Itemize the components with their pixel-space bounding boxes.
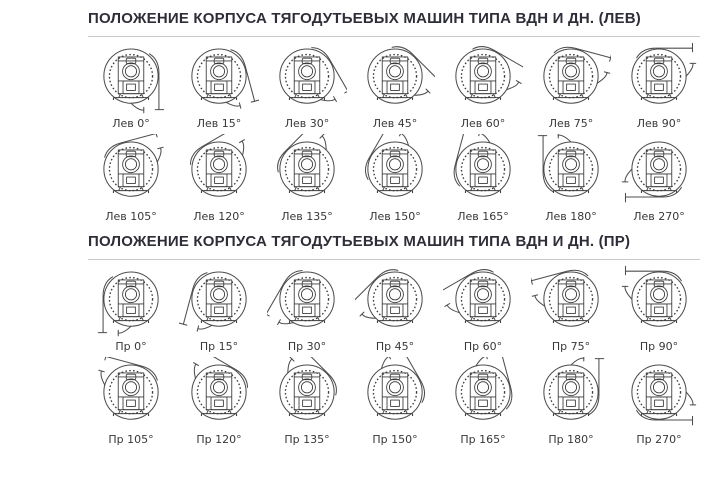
fan-housing-diagram [531, 357, 611, 432]
section-right-rotation [88, 233, 706, 446]
fan-angle-label: Лев 75° [548, 117, 594, 130]
fan-housing-diagram [531, 134, 611, 209]
fan-housing-diagram [619, 134, 699, 209]
fan-cell-pr-90 [616, 264, 702, 353]
fan-housing-diagram [443, 264, 523, 339]
fan-angle-label: Пр 30° [287, 340, 327, 353]
fan-angle-label: Лев 90° [636, 117, 682, 130]
fan-angle-label: Пр 180° [548, 433, 594, 446]
section-divider [88, 36, 700, 37]
fan-angle-label: Пр 15° [199, 340, 239, 353]
fan-angle-label: Лев 0° [112, 117, 150, 130]
fan-housing-diagram [91, 134, 171, 209]
fan-housing-diagram [91, 264, 171, 339]
fan-cell-lev-180 [528, 134, 614, 223]
fan-housing-diagram [91, 357, 171, 432]
section-title-right: ПОЛОЖЕНИЕ КОРПУСА ТЯГОДУТЬЕВЫХ МАШИН ТИПА ВДН И ДН. (ПР) [88, 233, 631, 250]
fan-cell-pr-0 [88, 264, 174, 353]
fan-housing-diagram [531, 41, 611, 116]
fan-cell-lev-60 [440, 41, 526, 130]
fan-cell-pr-120 [176, 357, 262, 446]
fan-angle-label: Пр 135° [284, 433, 330, 446]
fan-housing-diagram [619, 41, 699, 116]
fan-cell-lev-105 [88, 134, 174, 223]
fan-housing-diagram [531, 264, 611, 339]
fan-angle-label: Лев 60° [460, 117, 506, 130]
fan-cell-pr-75 [528, 264, 614, 353]
fan-cell-lev-135 [264, 134, 350, 223]
fan-angle-label: Лев 30° [284, 117, 330, 130]
fan-cell-pr-165 [440, 357, 526, 446]
fan-angle-label: Пр 120° [196, 433, 242, 446]
fan-housing-diagram [179, 134, 259, 209]
fan-cell-lev-30 [264, 41, 350, 130]
fan-housing-diagram [267, 41, 347, 116]
fan-cell-pr-30 [264, 264, 350, 353]
fan-angle-label: Пр 75° [551, 340, 591, 353]
fan-cell-pr-180 [528, 357, 614, 446]
fan-row-lev-1 [88, 41, 702, 130]
fan-cell-lev-75 [528, 41, 614, 130]
fan-angle-label: Лев 150° [369, 210, 421, 223]
fan-housing-diagram [267, 134, 347, 209]
fan-row-lev-2 [88, 134, 702, 223]
fan-cell-pr-270 [616, 357, 702, 446]
fan-angle-label: Пр 270° [636, 433, 682, 446]
fan-housing-diagram [179, 41, 259, 116]
fan-housing-diagram [179, 264, 259, 339]
fan-angle-label: Лев 15° [196, 117, 242, 130]
fan-angle-label: Лев 180° [545, 210, 597, 223]
fan-housing-diagram [619, 264, 699, 339]
fan-housing-diagram [355, 264, 435, 339]
section-title-left: ПОЛОЖЕНИЕ КОРПУСА ТЯГОДУТЬЕВЫХ МАШИН ТИПА ВДН И ДН. (ЛЕВ) [88, 10, 641, 27]
fan-angle-label: Пр 45° [375, 340, 415, 353]
fan-housing-diagram [355, 41, 435, 116]
fan-angle-label: Лев 135° [281, 210, 333, 223]
fan-housing-diagram [355, 357, 435, 432]
fan-housing-diagram [443, 41, 523, 116]
fan-angle-label: Пр 105° [108, 433, 154, 446]
fan-cell-pr-105 [88, 357, 174, 446]
fan-angle-label: Пр 165° [460, 433, 506, 446]
fan-row-pr-1 [88, 264, 702, 353]
fan-cell-pr-60 [440, 264, 526, 353]
fan-housing-diagram [267, 357, 347, 432]
fan-cell-lev-150 [352, 134, 438, 223]
fan-cell-lev-15 [176, 41, 262, 130]
fan-cell-pr-15 [176, 264, 262, 353]
fan-housing-diagram [179, 357, 259, 432]
fan-angle-label: Лев 120° [193, 210, 245, 223]
fan-cell-lev-270 [616, 134, 702, 223]
fan-row-pr-2 [88, 357, 702, 446]
fan-angle-label: Лев 45° [372, 117, 418, 130]
fan-cell-pr-135 [264, 357, 350, 446]
fan-housing-diagram [443, 357, 523, 432]
fan-angle-label: Пр 150° [372, 433, 418, 446]
fan-cell-lev-120 [176, 134, 262, 223]
fan-angle-label: Пр 0° [115, 340, 147, 353]
fan-angle-label: Пр 90° [639, 340, 679, 353]
fan-angle-label: Лев 165° [457, 210, 509, 223]
fan-housing-diagram [443, 134, 523, 209]
fan-cell-lev-45 [352, 41, 438, 130]
fan-cell-lev-0 [88, 41, 174, 130]
fan-cell-pr-150 [352, 357, 438, 446]
fan-angle-label: Пр 60° [463, 340, 503, 353]
fan-angle-label: Лев 270° [633, 210, 685, 223]
section-left-rotation [88, 10, 706, 223]
fan-housing-diagram [267, 264, 347, 339]
section-divider [88, 259, 700, 260]
fan-housing-diagram [355, 134, 435, 209]
fan-housing-diagram [619, 357, 699, 432]
fan-cell-lev-165 [440, 134, 526, 223]
fan-housing-diagram [91, 41, 171, 116]
fan-cell-pr-45 [352, 264, 438, 353]
fan-cell-lev-90 [616, 41, 702, 130]
fan-angle-label: Лев 105° [105, 210, 157, 223]
